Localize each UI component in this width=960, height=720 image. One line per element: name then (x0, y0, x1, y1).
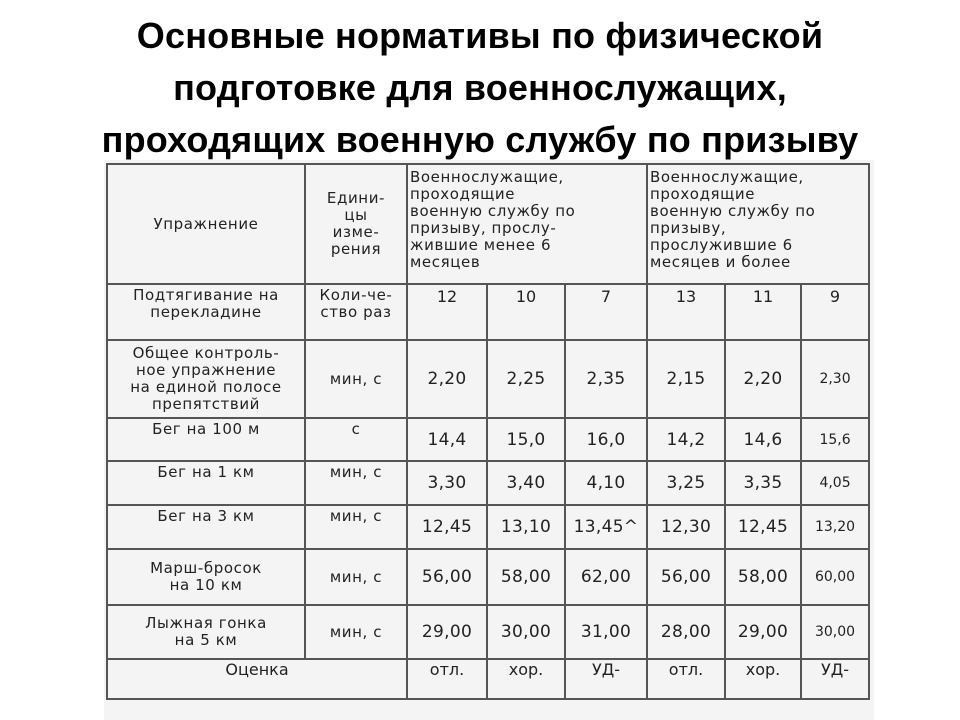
grade-row (107, 659, 869, 699)
value-cell: 58,00 (487, 549, 565, 605)
grade-cell: хор. (487, 659, 565, 699)
table-row (107, 505, 869, 549)
table-row (107, 418, 869, 461)
standards-table (106, 163, 870, 700)
value-cell: 56,00 (647, 549, 725, 605)
table-row (107, 284, 869, 340)
value-cell: 2,35 (565, 340, 647, 418)
value-cell: 2,20 (725, 340, 801, 418)
table-row (107, 549, 869, 605)
header-exercise-text: Упражнение (153, 214, 259, 233)
exercise-name: Бег на 100 м (107, 418, 305, 461)
exercise-name: Бег на 3 км (107, 505, 305, 549)
table-row (107, 340, 869, 418)
value-cell: 3,30 (407, 461, 487, 505)
unit-cell: мин, с (305, 549, 407, 605)
value-cell: 3,25 (647, 461, 725, 505)
title-line-1: Основные нормативы по физической (136, 15, 824, 56)
header-row (107, 164, 869, 284)
unit-cell: мин, с (305, 605, 407, 659)
title-line-2: подготовке для военнослужащих, (173, 67, 787, 108)
value-cell: 30,00 (487, 605, 565, 659)
exercise-name: Лыжная гонка на 5 км (107, 605, 305, 659)
value-cell: 62,00 (565, 549, 647, 605)
value-cell: 2,15 (647, 340, 725, 418)
value-cell: 29,00 (407, 605, 487, 659)
grade-cell: УД- (565, 659, 647, 699)
value-cell: 10 (487, 284, 565, 340)
value-cell: 2,30 (801, 340, 869, 418)
table-row (107, 461, 869, 505)
value-cell: 12,45 (407, 505, 487, 549)
title-line-3: проходящих военную службу по призыву (101, 119, 859, 160)
header-group-less-6-months: Военнослужащие, проходящие военную службу по призыву, прослу- жившие менее 6 месяцев (407, 164, 647, 284)
unit-cell: мин, с (305, 505, 407, 549)
value-cell: 13,10 (487, 505, 565, 549)
exercise-name: Подтягивание на перекладине (107, 284, 305, 340)
value-cell: 7 (565, 284, 647, 340)
grade-cell: отл. (407, 659, 487, 699)
value-cell: 4,05 (801, 461, 869, 505)
header-units: Едини- цы изме- рения (305, 164, 407, 284)
value-cell: 58,00 (725, 549, 801, 605)
page-title (0, 10, 960, 166)
value-cell: 14,6 (725, 418, 801, 461)
header-group-6-months-plus: Военнослужащие, проходящие военную службу по призыву, прослужившие 6 месяцев и более (647, 164, 869, 284)
value-cell: 11 (725, 284, 801, 340)
grade-label: Оценка (107, 659, 407, 699)
value-cell: 31,00 (565, 605, 647, 659)
value-cell: 3,40 (487, 461, 565, 505)
unit-cell: Коли-че- ство раз (305, 284, 407, 340)
value-cell: 9 (801, 284, 869, 340)
value-cell: 56,00 (407, 549, 487, 605)
value-cell: 29,00 (725, 605, 801, 659)
value-cell: 28,00 (647, 605, 725, 659)
exercise-name: Бег на 1 км (107, 461, 305, 505)
grade-cell: отл. (647, 659, 725, 699)
value-cell: 12,30 (647, 505, 725, 549)
exercise-name: Общее контроль- ное упражнение на единой полосе препятствий (107, 340, 305, 418)
value-cell: 2,25 (487, 340, 565, 418)
value-cell: 15,6 (801, 418, 869, 461)
value-cell: 13,45^ (565, 505, 647, 549)
value-cell: 14,4 (407, 418, 487, 461)
unit-cell: мин, с (305, 461, 407, 505)
value-cell: 2,20 (407, 340, 487, 418)
value-cell: 13 (647, 284, 725, 340)
value-cell: 12,45 (725, 505, 801, 549)
value-cell: 60,00 (801, 549, 869, 605)
value-cell: 16,0 (565, 418, 647, 461)
grade-cell: хор. (725, 659, 801, 699)
table-row (107, 605, 869, 659)
value-cell: 4,10 (565, 461, 647, 505)
value-cell: 13,20 (801, 505, 869, 549)
exercise-name: Марш-бросок на 10 км (107, 549, 305, 605)
value-cell: 30,00 (801, 605, 869, 659)
header-exercise (107, 164, 305, 284)
unit-cell: мин, с (305, 340, 407, 418)
value-cell: 12 (407, 284, 487, 340)
grade-cell: УД- (801, 659, 869, 699)
value-cell: 3,35 (725, 461, 801, 505)
value-cell: 14,2 (647, 418, 725, 461)
unit-cell: с (305, 418, 407, 461)
value-cell: 15,0 (487, 418, 565, 461)
